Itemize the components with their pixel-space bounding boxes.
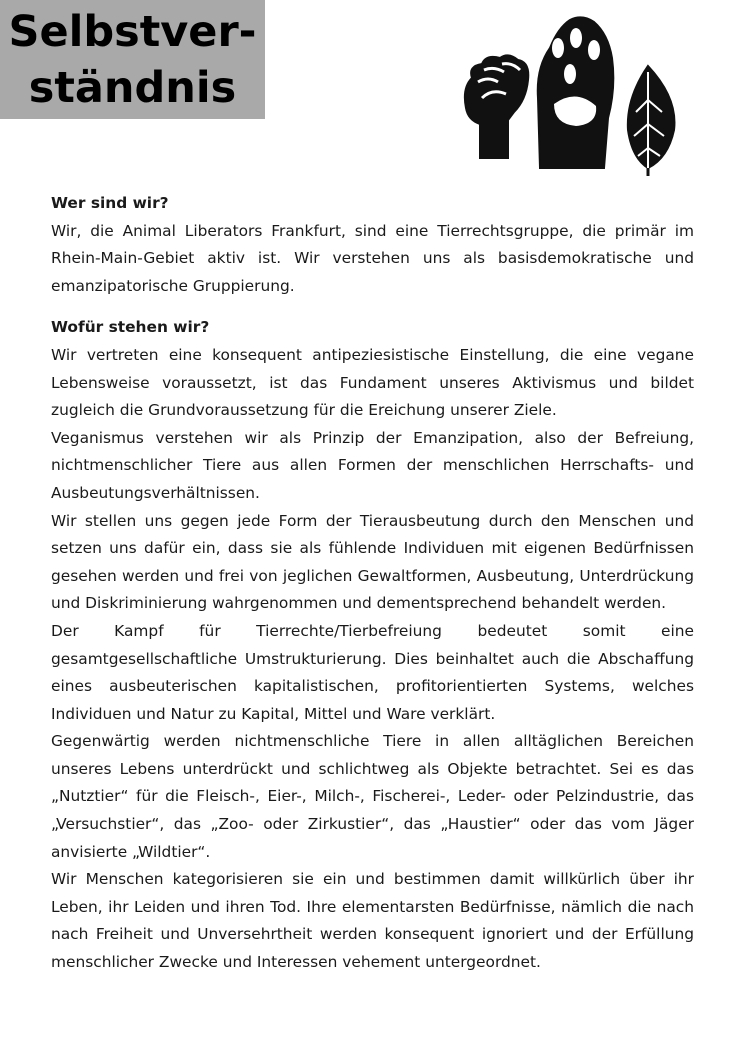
paragraph-who: Wir, die Animal Liberators Frankfurt, sind eine Tierrechtsgruppe, die primär im Rhein-Main-Gebiet aktiv ist. Wir verstehen uns als basisdemokratische und emanzipatorische Gruppierung. [51, 221, 694, 295]
leaf-icon [628, 66, 675, 176]
document-body [51, 190, 694, 977]
paw-icon [538, 17, 614, 168]
paragraph-values-3: Wir stellen uns gegen jede Form der Tierausbeutung durch den Menschen und setzen uns dafür ein, dass sie als fühlende Individuen mit eigenen Bedürfnissen gesehen werden und frei von jeglichen Gewaltformen, Ausbeutung, Unterdrückung und Diskriminierung wahrgenommen und dementsprechend behandelt werden. [51, 511, 694, 613]
paragraph-values-1: Wir vertreten eine konsequent antipeziesistische Einstellung, die eine vegane Lebensweise voraussetzt, ist das Fundament unseres Aktivismus und bildet zugleich die Grundvoraussetzung für die Ereichung unserer Ziele. [51, 345, 694, 420]
paragraph-values-5: Gegenwärtig werden nichtmenschliche Tiere in allen alltäglichen Bereichen unseres Lebens unterdrückt und schlichtweg als Objekte betrachtet. Sei es das „Nutztier“ für die Fleisch-, Eier-, Milch-, Fischerei-, Leder- oder Pelzindustrie, das „Versuchstier“, das „Zoo- oder Zirkustier“, das „Haustier“ oder das vom Jäger anvisierte „Wildtier“. [51, 732, 694, 861]
page-title-line-2: ständnis [28, 63, 237, 113]
fist-icon [465, 55, 528, 158]
paragraph-values-2: Veganismus verstehen wir als Prinzip der Emanzipation, also der Befreiung, nichtmenschlicher Tiere aus allen Formen der menschlichen Herrschafts- und Ausbeutungsverhältnissen. [51, 428, 694, 502]
paragraph-values-4: Der Kampf für Tierrechte/Tierbefreiung bedeutet somit eine gesamtgesellschaftliche Umstrukturierung. Dies beinhaltet auch die Abschaffung eines ausbeuterischen kapitalistischen, profitorientierten Systems, welches Individuen und Natur zu Kapital, Mittel und Ware verklärt. [51, 621, 694, 723]
paragraph-values-6: Wir Menschen kategorisieren sie ein und bestimmen damit willkürlich über ihr Leben, ihr Leiden und ihren Tod. Ihre elementarsten Bedürfnisse, nämlich die nach nach Freiheit und Unversehrtheit werden konsequent ignoriert und der Erfüllung menschlicher Zwecke und Interessen vehement untergeordnet. [51, 870, 694, 972]
section-heading-values: Wofür stehen wir? [51, 318, 210, 337]
fist-paw-leaf-logo-icon [458, 8, 690, 176]
section-gap [51, 300, 694, 314]
section-heading-who: Wer sind wir? [51, 194, 169, 212]
page-title-line-1: Selbstver- [8, 7, 257, 57]
title-box [0, 0, 265, 119]
